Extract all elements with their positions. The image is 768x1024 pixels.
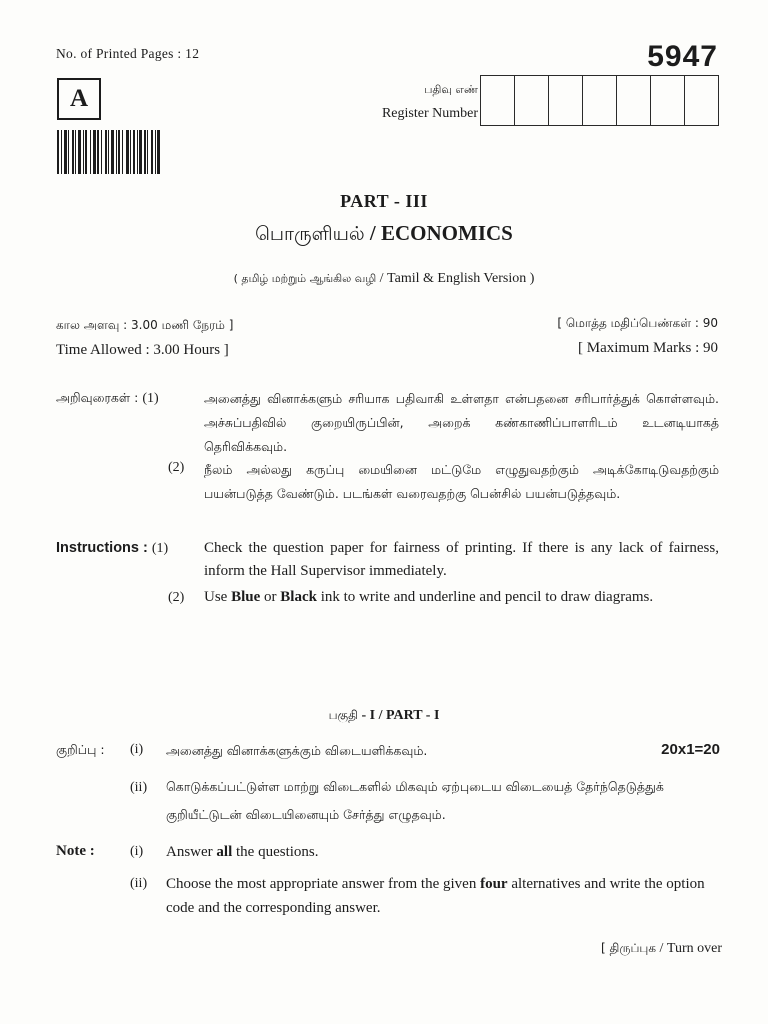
note-label-tamil: குறிப்பு : [56, 742, 105, 757]
note-tamil-1: அனைத்து வினாக்களுக்கும் விடையளிக்கவும். [166, 743, 428, 758]
instruction-tamil-1: அனைத்து வினாக்களும் சரியாக பதிவாகி உள்ளதா என்பதனை சரிபார்த்துக் கொள்ளவும். அச்சுப்பதிவில் குறையிருப்பின், அறைக் கண்காணிப்பாளரிடம் உடனடியாகத் தெரிவிக்கவும். [204, 391, 719, 454]
note-text: Choose the most appropriate answer from the given [166, 876, 481, 892]
instruction-text: Use [204, 589, 232, 605]
subject-title [0, 221, 768, 248]
note-text: Answer [166, 844, 217, 860]
register-digit-box [515, 76, 549, 125]
register-digit-box [481, 76, 515, 125]
version-tamil: ( தமிழ் மற்றும் ஆங்கில வழி [233, 272, 377, 285]
maximum-marks-tamil: [ மொத்த மதிப்பெண்கள் : 90 [557, 316, 718, 330]
instructions-label-text: Instructions : [56, 540, 148, 556]
instructions-label-text: அறிவுரைகள் : [56, 390, 139, 405]
item-number: (2) [168, 460, 185, 475]
note-emphasis: four [480, 876, 508, 892]
instruction-english-1: Check the question paper for fairness of printing. If there is any lack of fairness, inform the Hall Supervisor immediately. [204, 540, 719, 579]
instructions-label-tamil [56, 390, 159, 407]
barcode-image [57, 130, 169, 174]
register-digit-box [549, 76, 583, 125]
register-number-grid [480, 75, 719, 126]
subject-english: ECONOMICS [381, 221, 513, 245]
register-number-labels [382, 78, 478, 126]
note-text: alternatives and write the option code and the corresponding answer. [166, 876, 705, 916]
instruction-text: ink to write and underline and pencil to draw diagrams. [316, 589, 654, 605]
time-allowed-english: Time Allowed : 3.00 Hours ] [56, 342, 229, 358]
register-digit-box [583, 76, 617, 125]
part-one-title [0, 708, 768, 724]
turn-over-tamil: [ திருப்புக [601, 941, 656, 955]
item-number: (1) [151, 541, 169, 556]
instructions-label-english [56, 540, 168, 557]
turn-over-english: / Turn over [656, 941, 722, 956]
medium-version [0, 271, 768, 287]
part-title: PART - III [340, 191, 428, 211]
turn-over-note [601, 941, 722, 957]
note-tamil-2: கொடுக்கப்பட்டுள்ள மாற்று விடைகளில் மிகவும் ஏற்புடைய விடையைத் தேர்ந்தெடுத்துக் குறியீட்டுடன் விடையினையும் சேர்த்து எழுதவும். [166, 779, 664, 822]
version-english: / Tamil & English Version ) [376, 271, 535, 286]
ink-black-text: Black [280, 589, 317, 605]
instruction-english-2 [204, 586, 719, 609]
note-emphasis: all [216, 844, 233, 860]
note-english-2 [166, 872, 719, 920]
item-number: (i) [130, 742, 144, 757]
register-label-tamil: பதிவு எண் [424, 83, 478, 96]
ink-blue-text: Blue [231, 589, 261, 605]
register-digit-box [651, 76, 685, 125]
time-allowed-tamil: கால அளவு : 3.00 மணி நேரம் ] [56, 318, 234, 332]
maximum-marks-english: [ Maximum Marks : 90 [578, 340, 718, 356]
item-number: (i) [130, 844, 144, 859]
printed-pages-count: No. of Printed Pages : 12 [56, 46, 200, 61]
part-one-english: - I / PART - I [357, 708, 440, 723]
question-paper-code: 5947 [647, 40, 718, 73]
item-number: (2) [168, 590, 185, 605]
instruction-tamil-2: நீலம் அல்லது கருப்பு மையினை மட்டுமே எழுதுவதற்கும் அடிக்கோடிடுவதற்கும் பயன்படுத்த வேண்டும். படங்கள் வரைவதற்கு பென்சில் பயன்படுத்தவும். [204, 462, 719, 501]
register-digit-box [617, 76, 651, 125]
item-number: (ii) [130, 780, 148, 795]
subject-separator: / [364, 221, 381, 245]
item-number: (1) [142, 391, 159, 406]
part-one-tamil: பகுதி [328, 708, 358, 722]
question-set-box: A [57, 78, 101, 120]
note-text: the questions. [232, 844, 319, 860]
marks-scheme: 20x1=20 [661, 741, 720, 758]
register-label-english: Register Number [381, 106, 478, 121]
register-digit-box [685, 76, 718, 125]
instruction-text: or [260, 589, 281, 605]
note-label-english: Note : [56, 843, 95, 859]
item-number: (ii) [130, 876, 148, 891]
note-english-1 [166, 840, 719, 864]
subject-tamil: பொருளியல் [255, 223, 365, 245]
